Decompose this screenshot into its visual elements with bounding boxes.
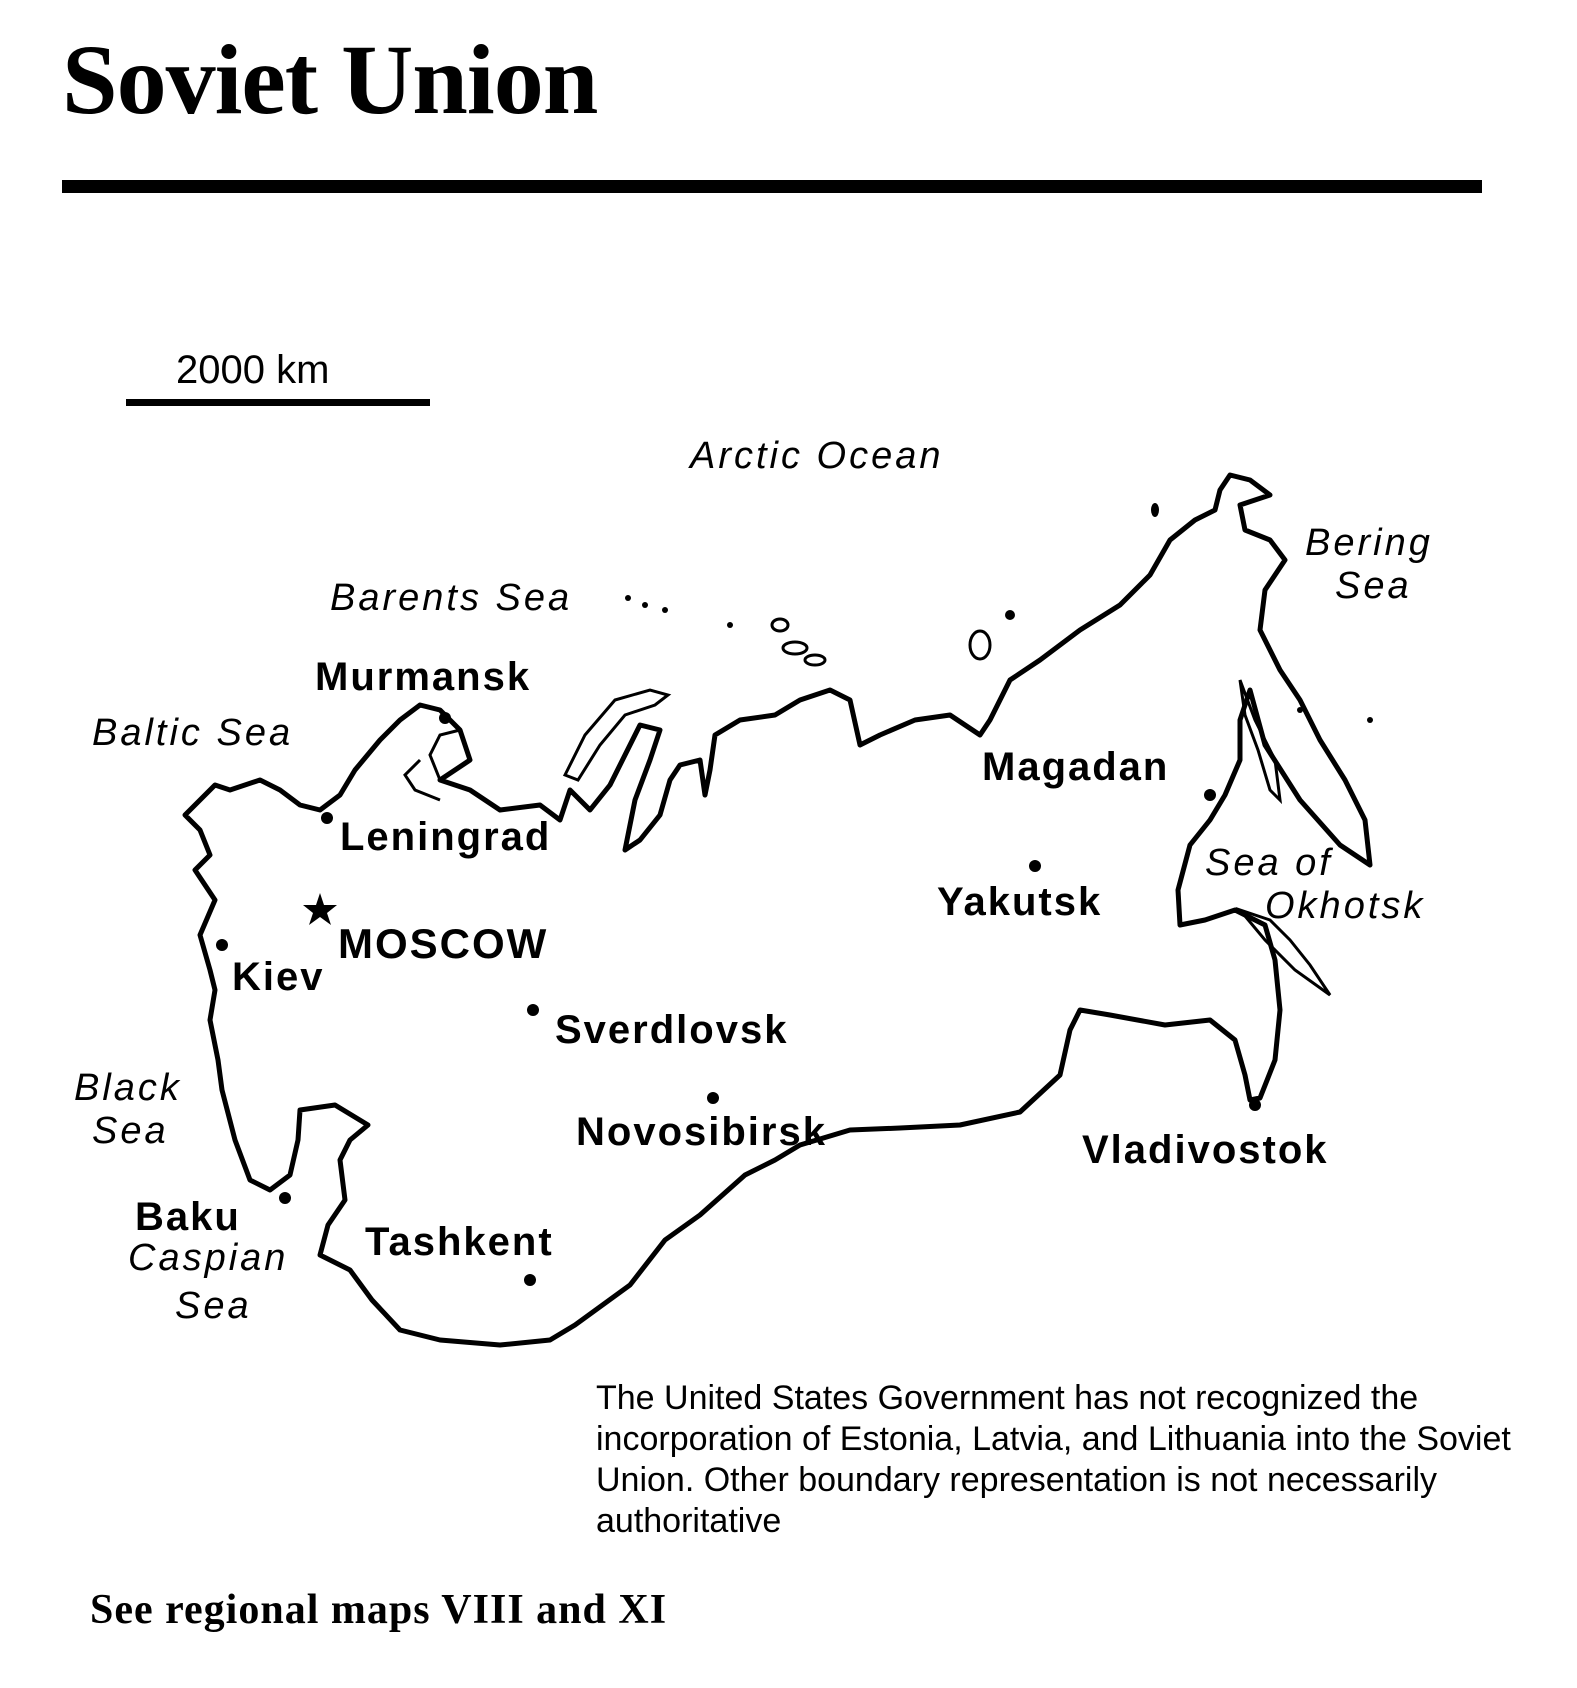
city-label-leningrad: Leningrad — [340, 815, 552, 859]
arctic-island — [625, 595, 631, 601]
city-marker-baku — [279, 1192, 291, 1204]
water-label-caspian-sea-line1: Caspian — [128, 1237, 289, 1279]
city-marker-magadan — [1204, 789, 1216, 801]
water-label-sea-of-okhotsk-line1: Sea of — [1205, 842, 1333, 884]
city-label-novosibirsk: Novosibirsk — [576, 1110, 827, 1154]
water-label-baltic-sea: Baltic Sea — [92, 712, 294, 754]
white-sea-inlet — [405, 730, 460, 800]
page-title: Soviet Union — [62, 24, 598, 135]
scale-bar-label: 2000 km — [176, 348, 330, 392]
arctic-island — [1297, 707, 1303, 713]
city-label-kiev: Kiev — [232, 955, 325, 999]
arctic-island — [1151, 503, 1159, 517]
city-label-yakutsk: Yakutsk — [937, 880, 1103, 924]
arctic-island — [805, 655, 825, 665]
arctic-island — [970, 631, 990, 659]
city-label-magadan: Magadan — [982, 745, 1170, 789]
city-marker-tashkent — [524, 1274, 536, 1286]
water-label-bering-sea-line2: Sea — [1335, 565, 1412, 607]
city-label-tashkent: Tashkent — [365, 1220, 554, 1264]
city-marker-vladivostok — [1249, 1099, 1261, 1111]
arctic-island — [642, 602, 648, 608]
water-label-black-sea-line1: Black — [74, 1067, 182, 1109]
water-label-black-sea-line2: Sea — [92, 1110, 169, 1152]
sakhalin-island — [1240, 680, 1280, 800]
city-marker-kiev — [216, 939, 228, 951]
arctic-island — [1005, 610, 1015, 620]
water-label-sea-of-okhotsk-line2: Okhotsk — [1265, 885, 1426, 927]
city-marker-yakutsk — [1029, 860, 1041, 872]
regional-maps-note: See regional maps VIII and XI — [90, 1587, 668, 1633]
city-label-moscow: MOSCOW — [338, 920, 549, 967]
city-marker-sverdlovsk — [527, 1004, 539, 1016]
water-label-bering-sea-line1: Bering — [1305, 522, 1433, 564]
city-label-sverdlovsk: Sverdlovsk — [555, 1008, 789, 1052]
boundary-disclaimer: The United States Government has not recognized the incorporation of Estonia, Latvia, and Lithuania into the Soviet Union. Other boundary representation is not necessarily authoritative — [596, 1379, 1511, 1540]
city-marker-novosibirsk — [707, 1092, 719, 1104]
city-marker-murmansk — [439, 712, 451, 724]
water-label-arctic-ocean: Arctic Ocean — [690, 435, 944, 477]
water-label-barents-sea: Barents Sea — [330, 577, 573, 619]
arctic-island — [662, 607, 668, 613]
city-label-baku: Baku — [135, 1195, 241, 1239]
arctic-island — [783, 642, 807, 654]
city-label-vladivostok: Vladivostok — [1082, 1128, 1329, 1172]
arctic-island — [727, 622, 733, 628]
city-label-murmansk: Murmansk — [315, 655, 532, 699]
arctic-island — [1367, 717, 1373, 723]
capital-star-moscow — [303, 893, 337, 925]
arctic-island — [772, 619, 788, 631]
water-label-caspian-sea-line2: Sea — [175, 1285, 252, 1327]
city-marker-leningrad — [321, 812, 333, 824]
